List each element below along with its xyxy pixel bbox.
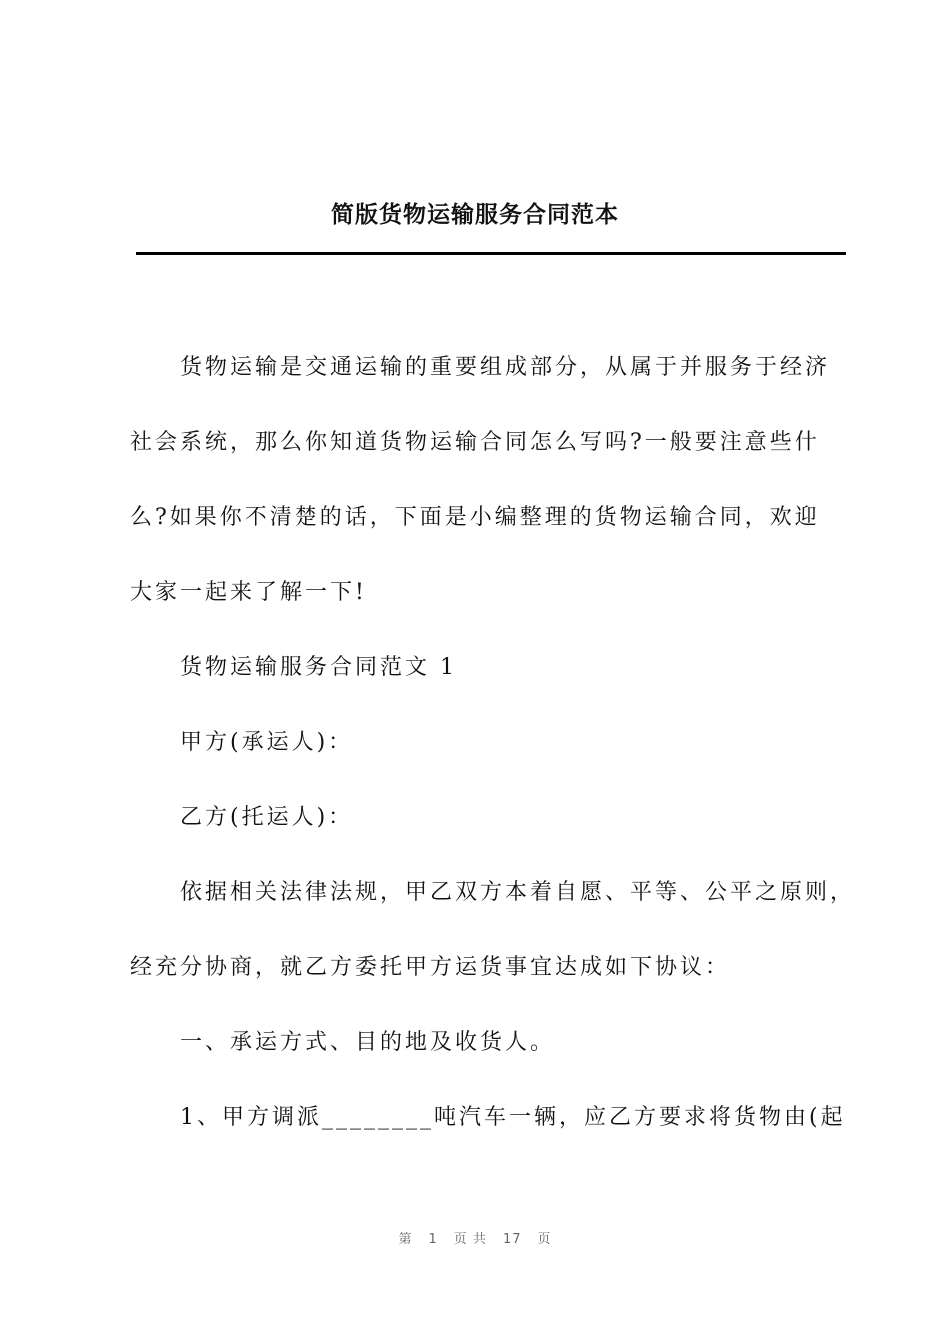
clause-heading: 一、承运方式、目的地及收货人。 — [180, 1030, 556, 1055]
body-line: 大家一起来了解一下! — [130, 580, 367, 605]
footer-current-page: 1 — [428, 1232, 438, 1247]
footer-label-of: 页 共 — [453, 1232, 487, 1247]
body-line: 经充分协商，就乙方委托甲方运货事宜达成如下协议： — [130, 955, 731, 980]
footer-label-pages: 页 — [537, 1232, 552, 1247]
title-underline — [136, 252, 846, 255]
document-title: 简版货物运输服务合同范本 — [331, 202, 619, 228]
body-line: 么?如果你不清楚的话，下面是小编整理的货物运输合同，欢迎 — [130, 505, 820, 530]
body-line: 依据相关法律法规，甲乙双方本着自愿、平等、公平之原则， — [180, 880, 856, 905]
footer-label-page: 第 — [398, 1232, 413, 1247]
party-a-line: 甲方(承运人)： — [180, 730, 354, 755]
body-line: 社会系统，那么你知道货物运输合同怎么写吗?一般要注意些什 — [130, 430, 820, 455]
page-footer — [0, 1228, 950, 1247]
section-heading: 货物运输服务合同范文 1 — [180, 655, 457, 680]
clause-line: 1、甲方调派________吨汽车一辆，应乙方要求将货物由(起 — [180, 1105, 846, 1130]
footer-total-pages: 17 — [502, 1232, 522, 1247]
party-b-line: 乙方(托运人)： — [180, 805, 354, 830]
body-line: 货物运输是交通运输的重要组成部分，从属于并服务于经济 — [180, 355, 831, 380]
